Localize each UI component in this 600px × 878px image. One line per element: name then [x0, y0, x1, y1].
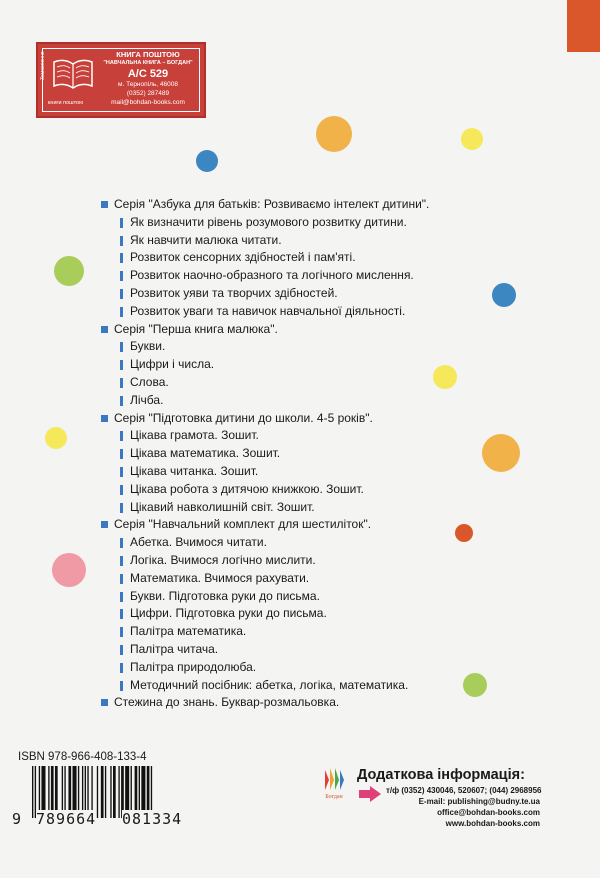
bar-bullet-icon	[120, 503, 123, 513]
book-title: Методичний посібник: абетка, логіка, математика.	[130, 677, 409, 692]
stamp-caption: книги поштою	[48, 100, 84, 106]
bar-bullet-icon	[120, 663, 123, 673]
decor-dot	[463, 673, 487, 697]
additional-info-title: Додаткова інформація:	[357, 767, 525, 783]
book-title: Як визначити рівень розумового розвитку дитини.	[130, 214, 407, 229]
series-title: Серія "Азбука для батьків: Розвиваємо інтелект дитини".	[114, 197, 430, 211]
arrow-right-icon	[358, 785, 382, 803]
bar-bullet-icon	[120, 396, 123, 406]
book-title: Палітра природолюба.	[130, 659, 257, 674]
barcode-bar	[101, 766, 104, 818]
barcode-bar	[97, 766, 98, 818]
barcode-left-group: 789664	[36, 810, 97, 828]
book-title: Лічба.	[130, 392, 164, 407]
bar-bullet-icon	[120, 556, 123, 566]
bar-bullet-icon	[120, 538, 123, 548]
isbn-number: ISBN 978-966-408-133-4	[18, 751, 147, 763]
stamp-address: КНИГА ПОШТОЮ "НАВЧАЛЬНА КНИГА – БОГДАН" А/С 529 м. Тернопіль, 46008 (0352) 287489 mail@bohdan-books.com	[103, 50, 193, 106]
bar-bullet-icon	[120, 271, 123, 281]
book-title: Цікава робота з дитячою книжкою. Зошит.	[130, 481, 364, 496]
contact-info	[386, 785, 540, 829]
book-title: Математика. Вчимося рахувати.	[130, 570, 310, 585]
bar-bullet-icon	[120, 574, 123, 584]
book-title: Розвиток наочно-образного та логічного мислення.	[130, 268, 414, 283]
decor-dot	[45, 427, 67, 449]
bar-bullet-icon	[120, 378, 123, 388]
bar-bullet-icon	[120, 218, 123, 228]
book-title: Цифри. Підготовка руки до письма.	[130, 606, 327, 621]
bar-bullet-icon	[120, 467, 123, 477]
book-title: Абетка. Вчимося читати.	[130, 535, 267, 550]
square-bullet-icon	[101, 201, 108, 208]
book-title: Логіка. Вчимося логічно мислити.	[130, 552, 316, 567]
open-book-icon	[52, 52, 94, 92]
contact-phone: т/ф (0352) 430046, 520607; (044) 2968956	[386, 786, 542, 795]
bar-bullet-icon	[120, 681, 123, 691]
series-title: Серія "Підготовка дитини до школи. 4-5 років".	[114, 410, 373, 425]
series-title: Стежина до знань. Буквар-розмальовка.	[114, 695, 340, 710]
decor-dot	[54, 256, 84, 286]
book-title: Букви.	[130, 339, 166, 354]
decor-dot	[433, 365, 457, 389]
stamp-side-text: Замовлення	[40, 51, 46, 80]
series-title: Серія "Навчальний комплект для шестиліток".	[114, 517, 372, 532]
mail-order-stamp	[36, 42, 206, 118]
book-title: Як навчити малюка читати.	[130, 232, 282, 247]
decor-dot	[482, 434, 520, 472]
series-title: Серія "Перша книга малюка".	[114, 321, 278, 336]
book-title: Палітра читача.	[130, 641, 219, 656]
bar-bullet-icon	[120, 307, 123, 317]
contact-office-email: office@bohdan-books.com	[437, 808, 540, 817]
barcode-bar	[105, 766, 106, 818]
bar-bullet-icon	[120, 609, 123, 619]
bar-bullet-icon	[120, 627, 123, 637]
logo-text: Богдан	[325, 794, 343, 800]
book-title: Цікава грамота. Зошит.	[130, 428, 259, 443]
barcode-bar	[32, 766, 33, 818]
bar-bullet-icon	[120, 645, 123, 655]
contact-email: E-mail: publishing@budny.te.ua	[418, 797, 540, 806]
bar-bullet-icon	[120, 431, 123, 441]
decor-dot	[316, 116, 352, 152]
decor-dot	[455, 524, 473, 542]
book-title: Букви. Підготовка руки до письма.	[130, 588, 320, 603]
barcode-bar	[118, 766, 119, 818]
barcode-bar	[110, 766, 111, 818]
publisher-logo	[321, 766, 347, 802]
bar-bullet-icon	[120, 289, 123, 299]
book-title: Розвиток уваги та навичок навчальної діяльності.	[130, 303, 406, 318]
book-title: Розвиток уяви та творчих здібностей.	[130, 285, 338, 300]
book-title: Цікава читанка. Зошит.	[130, 463, 259, 478]
barcode-bar	[113, 766, 116, 818]
book-title: Цифри і числа.	[130, 357, 215, 372]
square-bullet-icon	[101, 415, 108, 422]
square-bullet-icon	[101, 699, 108, 706]
bar-bullet-icon	[120, 449, 123, 459]
bar-bullet-icon	[120, 485, 123, 495]
book-title: Цікава математика. Зошит.	[130, 446, 281, 461]
barcode-first-digit: 9	[12, 810, 23, 828]
bar-bullet-icon	[120, 236, 123, 246]
book-title: Цікавий навколишній світ. Зошит.	[130, 499, 315, 514]
spine-strip	[567, 0, 600, 52]
decor-dot	[461, 128, 483, 150]
decor-dot	[492, 283, 516, 307]
book-title: Палітра математика.	[130, 624, 247, 639]
bar-bullet-icon	[120, 253, 123, 263]
bar-bullet-icon	[120, 592, 123, 602]
contact-website: www.bohdan-books.com	[445, 819, 540, 828]
bar-bullet-icon	[120, 342, 123, 352]
book-title: Слова.	[130, 374, 169, 389]
book-title: Розвиток сенсорних здібностей і пам'яті.	[130, 250, 356, 265]
decor-dot	[52, 553, 86, 587]
decor-dot	[196, 150, 218, 172]
square-bullet-icon	[101, 326, 108, 333]
barcode-right-group: 081334	[122, 810, 183, 828]
bar-bullet-icon	[120, 360, 123, 370]
square-bullet-icon	[101, 521, 108, 528]
